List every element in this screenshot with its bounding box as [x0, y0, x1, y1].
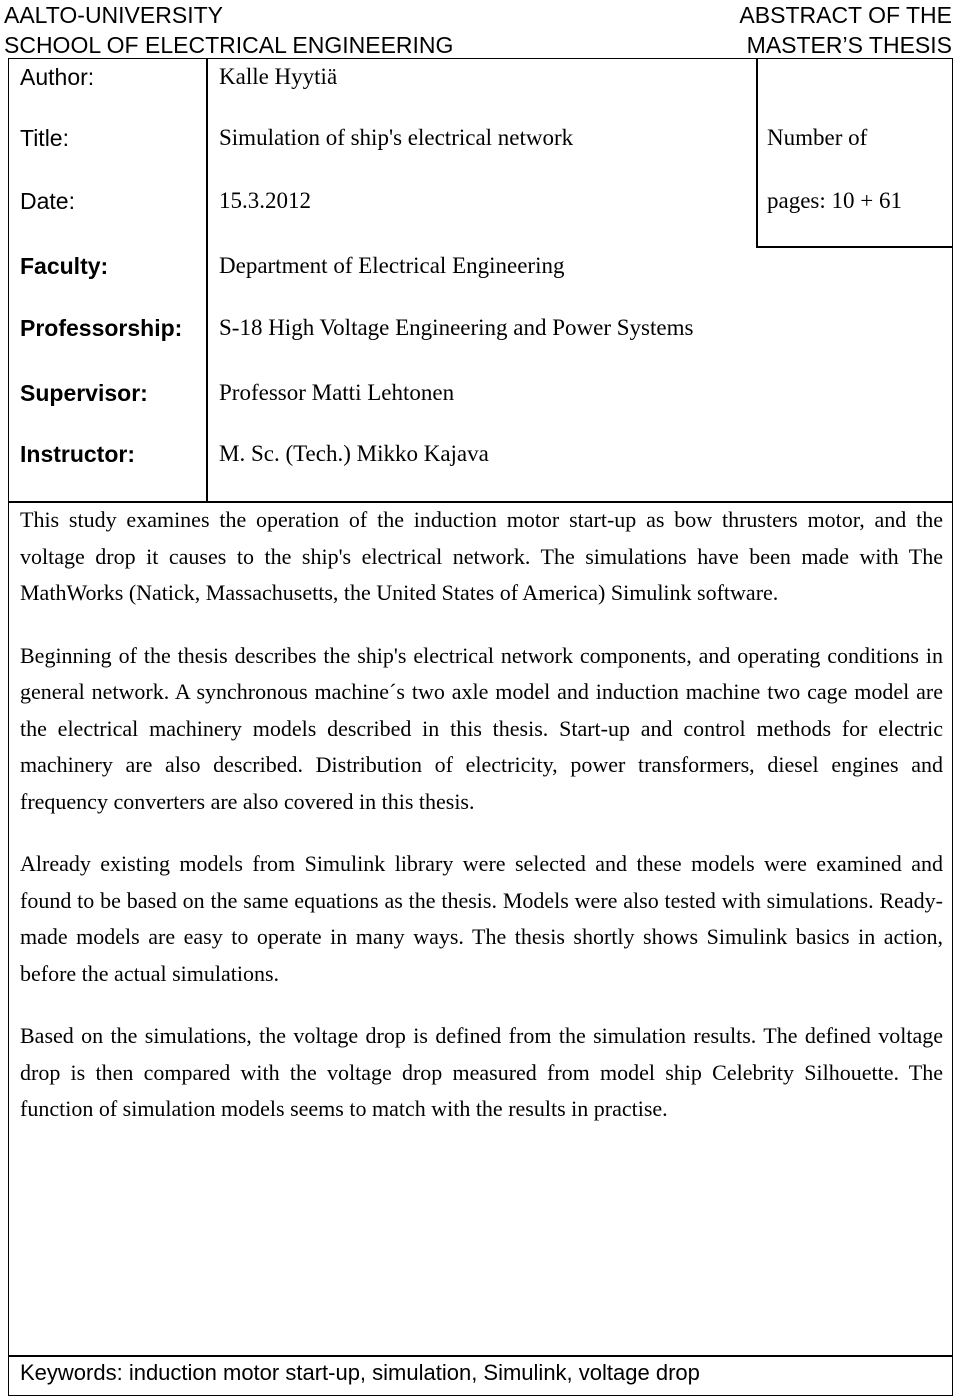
pages-box-divider	[756, 58, 758, 248]
keywords-line: Keywords: induction motor start-up, simulation, Simulink, voltage drop	[20, 1360, 700, 1385]
date-label: Date:	[20, 188, 75, 214]
pages-box-bottom	[756, 246, 953, 248]
abstract-body	[20, 502, 943, 1154]
doc-type-line1: ABSTRACT OF THE	[739, 2, 952, 28]
school-name: SCHOOL OF ELECTRICAL ENGINEERING	[4, 32, 454, 58]
pages-label: Number of	[767, 125, 868, 150]
header-left	[4, 0, 453, 60]
instructor-label: Instructor:	[20, 441, 135, 467]
label-column-divider	[206, 58, 208, 502]
university-name: AALTO-UNIVERSITY	[4, 2, 223, 28]
supervisor-label: Supervisor:	[20, 380, 148, 406]
author-label: Author:	[20, 64, 95, 90]
title-value: Simulation of ship's electrical network	[219, 125, 574, 150]
faculty-label: Faculty:	[20, 253, 109, 279]
supervisor-value: Professor Matti Lehtonen	[219, 380, 455, 405]
abstract-paragraph-4: Based on the simulations, the voltage drop is defined from the simulation results. The defined voltage drop is then compared with the voltage drop measured from model ship Celebrity Silhouette. The function of simulation models seems to match with the results in practise.	[20, 1023, 943, 1121]
abstract-paragraph-2: Beginning of the thesis describes the ship's electrical network components, and operating conditions in general network. A synchronous machine´s two axle model and induction machine two cage model are the electrical machinery models described in this thesis. Start-up and control methods for electric machinery are also described. Distribution of electricity, power transformers, diesel engines and frequency converters are also covered in this thesis.	[20, 642, 943, 814]
professorship-label: Professorship:	[20, 315, 183, 341]
faculty-value: Department of Electrical Engineering	[219, 253, 565, 278]
title-label: Title:	[20, 125, 69, 151]
doc-type-line2: MASTER’S THESIS	[746, 32, 952, 58]
instructor-value: M. Sc. (Tech.) Mikko Kajava	[219, 441, 489, 466]
abstract-paragraph-3: Already existing models from Simulink library were selected and these models were examined and found to be based on the same equations as the thesis. Models were also tested with simulations. Ready-made models are easy to operate in many ways. The thesis shortly shows Simulink basics in action, before the actual simulations.	[20, 851, 943, 986]
abstract-paragraph-1: This study examines the operation of the induction motor start-up as bow thrusters motor, and the voltage drop it causes to the ship's electrical network. The simulations have been made with The MathWorks (Natick, Massachusetts, the United States of America) Simulink software.	[20, 507, 943, 605]
professorship-value: S-18 High Voltage Engineering and Power Systems	[219, 315, 694, 340]
author-value: Kalle Hyytiä	[219, 64, 338, 89]
date-value: 15.3.2012	[219, 188, 311, 213]
header-right	[739, 0, 952, 60]
pages-value: pages: 10 + 61	[767, 188, 902, 213]
